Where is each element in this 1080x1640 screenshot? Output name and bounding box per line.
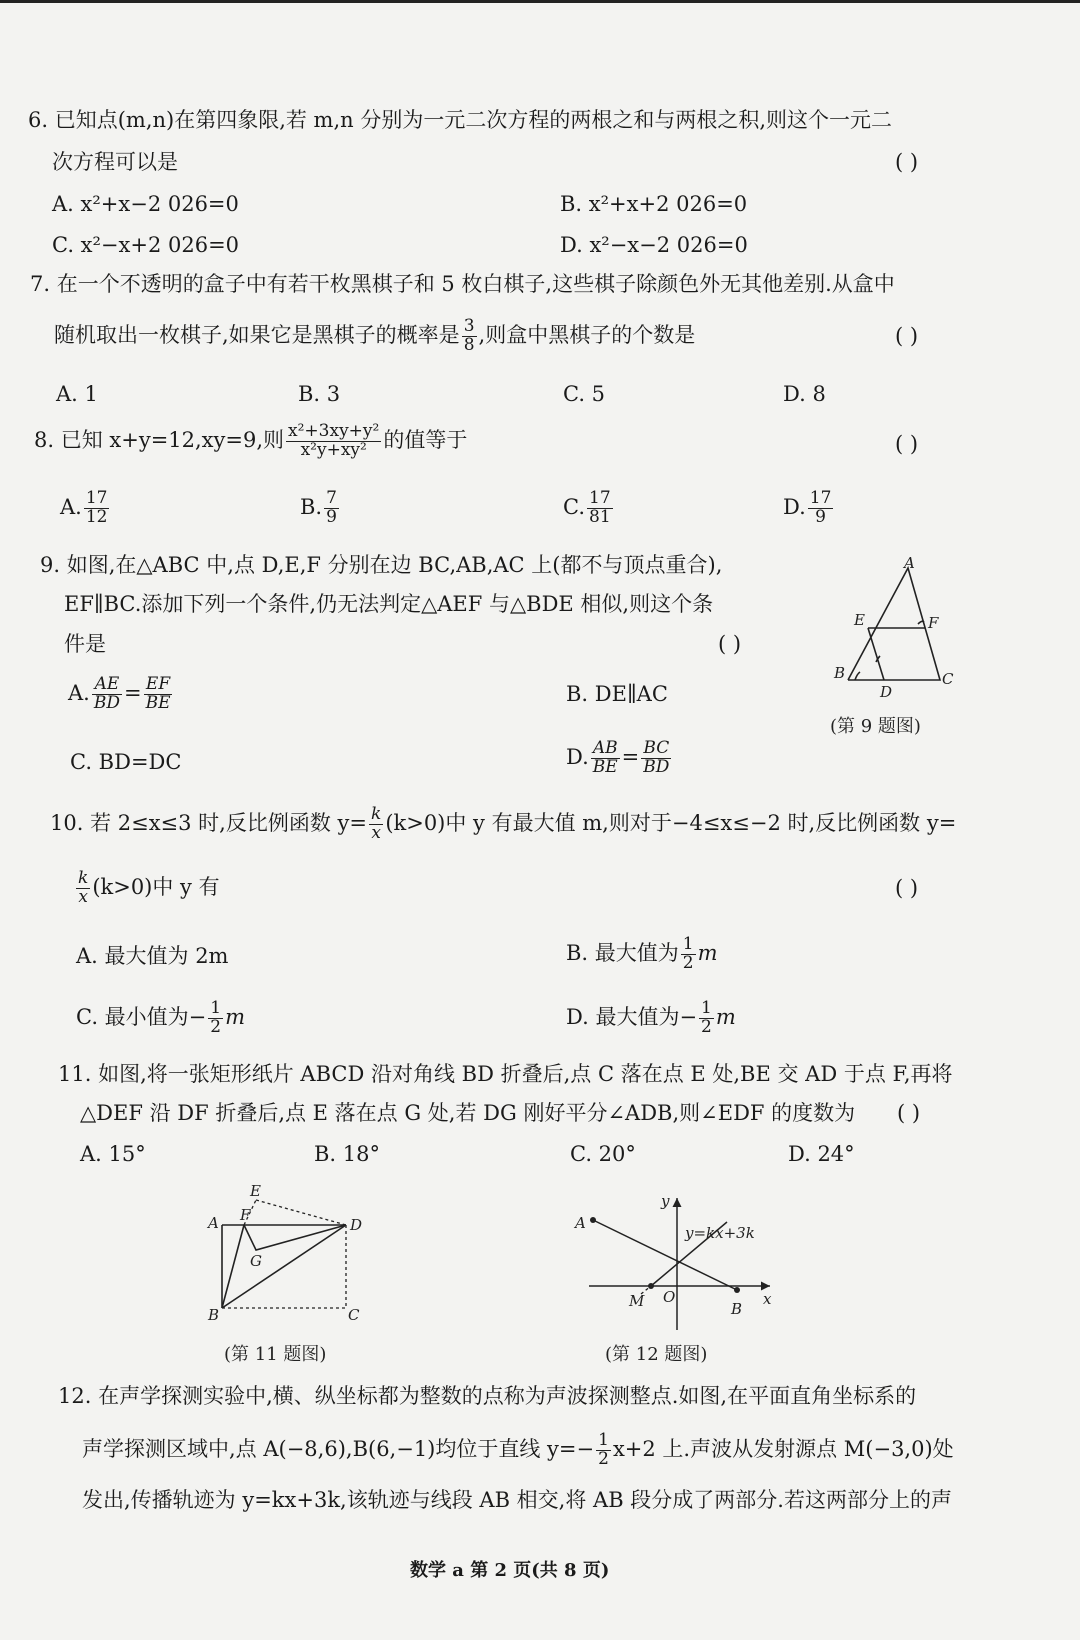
q8-c-num: 17: [589, 488, 611, 508]
q9-a-d2: BE: [145, 692, 171, 713]
q10-k2: k: [78, 868, 89, 888]
q12-label-line: y=kx+3k: [685, 1224, 755, 1242]
q10-mid: (k>0)中 y 有最大值 m,则对于−4≤x≤−2 时,反比例函数 y=: [385, 810, 957, 835]
q10-c-fraction: [208, 1000, 223, 1037]
q10-x1: x: [371, 822, 381, 843]
q9-label-a: A: [904, 554, 915, 572]
q11-rectangle-figure: [200, 1180, 390, 1380]
q7-option-a: A. 1: [56, 382, 98, 406]
q10-c-den: 2: [210, 1016, 222, 1037]
q8-stem: [34, 423, 467, 460]
q8-b-num: 7: [326, 488, 337, 508]
q10-b-post: m: [697, 940, 718, 965]
q9-line1: 9. 如图,在△ABC 中,点 D,E,F 分别在边 BC,AB,AC 上(都不与顶点重合),: [40, 553, 723, 577]
q9-label-e: E: [854, 611, 865, 629]
q10-b-pre: B. 最大值为: [566, 940, 679, 965]
q10-d-fraction: [699, 1000, 714, 1037]
q11-dashed-ed: [256, 1200, 346, 1225]
q10-line1: [50, 806, 956, 843]
q8-option-b: [300, 490, 341, 527]
q11-label-d: D: [350, 1216, 363, 1234]
q8-a-den: 12: [85, 506, 108, 527]
q9-a-n1: AE: [92, 676, 122, 695]
q9-d-d1: BE: [592, 756, 618, 777]
q7-frac-den: 8: [463, 334, 475, 355]
q8-c-den: 81: [589, 506, 611, 527]
q7-line2-pre: 随机取出一枚棋子,如果它是黑棋子的概率是: [54, 322, 460, 347]
q10-d-pre: D. 最大值为−: [566, 1004, 698, 1029]
q8-option-d: [783, 490, 835, 527]
q10-option-b: [566, 936, 718, 973]
q9-option-a-frac1: [92, 676, 122, 713]
q11-figure-caption: (第 11 题图): [224, 1344, 327, 1365]
q7-option-b: B. 3: [298, 382, 341, 406]
q10-x2: x: [78, 886, 88, 907]
q9-line2: EF∥BC.添加下列一个条件,仍无法判定△AEF 与△BDE 相似,则这个条: [64, 592, 714, 616]
q9-option-d-frac2: [641, 740, 671, 777]
q9-d-d2: BD: [643, 756, 670, 777]
q10-d-den: 2: [701, 1016, 712, 1037]
q12-line2: [82, 1432, 954, 1469]
q11-line1: 11. 如图,将一张矩形纸片 ABCD 沿对角线 BD 折叠后,点 C 落在点 E 处,BE 交 AD 于点 F,再将: [58, 1062, 953, 1086]
q7-answer-paren: ( ): [895, 324, 919, 348]
q9-option-a: [68, 676, 174, 713]
q12-frac-num: 1: [598, 1430, 609, 1450]
q6-answer-paren: ( ): [895, 150, 919, 174]
q10-d-post: m: [715, 1004, 736, 1029]
q7-option-c: C. 5: [563, 382, 606, 406]
q9-option-a-label: A.: [68, 680, 90, 705]
q10-line2: [74, 870, 220, 907]
q12-label-o: O: [663, 1288, 676, 1306]
q10-c-pre: C. 最小值为−: [76, 1004, 207, 1029]
q9-d-eq: =: [621, 744, 640, 769]
q12-line3: 发出,传播轨迹为 y=kx+3k,该轨迹与线段 AB 相交,将 AB 段分成了两部分.若这两部分上的声: [82, 1488, 952, 1512]
q6-option-b: B. x²+x+2 026=0: [560, 192, 748, 216]
q9-label-b: B: [834, 664, 846, 682]
q12-label-y: y: [661, 1192, 670, 1210]
q11-option-d: D. 24°: [788, 1142, 855, 1166]
q7-frac-num: 3: [463, 316, 475, 336]
q11-option-b: B. 18°: [314, 1142, 381, 1166]
q9-option-a-frac2: [144, 676, 173, 713]
q10-c-num: 1: [210, 998, 222, 1018]
q9-label-c: C: [942, 670, 954, 688]
q9-angle-mark-b: [855, 672, 860, 680]
q9-triangle-figure: [800, 550, 1000, 750]
q12-point-a: [590, 1217, 596, 1223]
q10-b-den: 2: [682, 952, 694, 973]
q8-answer-paren: ( ): [895, 432, 919, 456]
q11-label-e: E: [250, 1182, 261, 1200]
q9-d-n2: BC: [641, 740, 671, 759]
q8-option-b-fraction: [324, 490, 339, 527]
q12-line2-post: x+2 上.声波从发射源点 M(−3,0)处: [612, 1436, 954, 1461]
q9-a-d1: BD: [93, 692, 120, 713]
q6-option-a: A. x²+x−2 026=0: [52, 192, 239, 216]
q8-option-a: [60, 490, 111, 527]
top-border: [0, 0, 1080, 3]
q9-option-d: [566, 740, 673, 777]
q9-a-eq: =: [123, 680, 142, 705]
q11-label-f: F: [240, 1206, 251, 1224]
q9-line3: 件是: [64, 632, 106, 656]
q8-option-b-label: B.: [300, 494, 323, 519]
q8-b-den: 9: [326, 506, 337, 527]
q10-b-fraction: [681, 936, 696, 973]
q8-option-a-label: A.: [60, 494, 82, 519]
q12-label-m: M: [629, 1292, 645, 1310]
q10-pre: 10. 若 2≤x≤3 时,反比例函数 y=: [50, 810, 367, 835]
q9-option-d-frac1: [591, 740, 620, 777]
q7-line2-post: ,则盒中黑棋子的个数是: [478, 322, 696, 347]
q11-fold-fgd: [244, 1225, 346, 1250]
q12-label-x: x: [763, 1290, 772, 1308]
q12-label-a: A: [575, 1214, 586, 1232]
q6-line1: 6. 已知点(m,n)在第四象限,若 m,n 分别为一元二次方程的两根之和与两根之积,则这个一元二: [28, 108, 893, 132]
q9-figure-caption: (第 9 题图): [830, 716, 921, 737]
q11-answer-paren: ( ): [897, 1101, 921, 1125]
q6-line2: 次方程可以是: [52, 150, 178, 174]
q9-label-f: F: [928, 614, 939, 632]
q8-option-c: [563, 490, 615, 527]
q7-probability-fraction: [462, 318, 477, 355]
q8-option-a-fraction: [84, 490, 110, 527]
q11-label-a: A: [208, 1214, 219, 1232]
q12-point-m: [648, 1283, 654, 1289]
q12-slope-fraction: [596, 1432, 611, 1469]
q9-option-b: B. DE∥AC: [566, 682, 668, 706]
q6-option-c: C. x²−x+2 026=0: [52, 233, 240, 257]
q8-d-num: 17: [809, 488, 832, 508]
q8-option-d-label: D.: [783, 494, 806, 519]
q7-line2: [54, 318, 695, 355]
q7-option-d: D. 8: [783, 382, 826, 406]
q9-answer-paren: ( ): [718, 632, 742, 656]
q10-c-post: m: [225, 1004, 246, 1029]
q11-option-c: C. 20°: [570, 1142, 636, 1166]
q12-frac-den: 2: [598, 1448, 609, 1469]
q9-option-c: C. BD=DC: [70, 750, 182, 774]
q11-option-a: A. 15°: [80, 1142, 146, 1166]
q7-line1: 7. 在一个不透明的盒子中有若干枚黑棋子和 5 枚白棋子,这些棋子除颜色外无其他差别.从盒中: [30, 272, 895, 296]
q12-label-b: B: [731, 1300, 743, 1318]
q11-label-c: C: [348, 1306, 360, 1324]
q9-label-d: D: [880, 683, 893, 701]
q8-expression-fraction: [286, 423, 381, 460]
q8-frac-den: x²y+xy²: [300, 439, 367, 460]
q9-d-n1: AB: [591, 740, 620, 759]
q8-pre: 8. 已知 x+y=12,xy=9,则: [34, 427, 285, 452]
q6-option-d: D. x²−x−2 026=0: [560, 233, 748, 257]
q10-k-over-x-1: [369, 806, 383, 843]
q10-b-num: 1: [682, 934, 694, 954]
q11-label-g: G: [250, 1252, 262, 1270]
q11-label-b: B: [208, 1306, 220, 1324]
q8-option-c-label: C.: [563, 494, 585, 519]
q10-option-d: [566, 1000, 736, 1037]
page-footer: 数学 a 第 2 页(共 8 页): [410, 1560, 610, 1581]
q10-k-over-x-2: [76, 870, 90, 907]
q8-option-c-fraction: [587, 490, 613, 527]
q8-d-den: 9: [815, 506, 826, 527]
q12-coordinate-figure: [575, 1180, 815, 1380]
q9-a-n2: EF: [144, 676, 173, 695]
q10-option-c: [76, 1000, 245, 1037]
q8-post: 的值等于: [383, 427, 468, 452]
q10-answer-paren: ( ): [895, 876, 919, 900]
q12-line2-pre: 声学探测区域中,点 A(−8,6),B(6,−1)均位于直线 y=−: [82, 1436, 595, 1461]
q9-option-d-label: D.: [566, 744, 589, 769]
q10-k1: k: [371, 804, 382, 824]
q8-a-num: 17: [85, 488, 108, 508]
q12-line1: 12. 在声学探测实验中,横、纵坐标都为整数的点称为声波探测整点.如图,在平面直角坐标系的: [58, 1384, 917, 1408]
q12-point-b: [734, 1287, 740, 1293]
q10-option-a: A. 最大值为 2m: [76, 944, 229, 968]
q12-figure-caption: (第 12 题图): [605, 1344, 708, 1365]
q10-line2-post: (k>0)中 y 有: [92, 874, 220, 899]
q9-segment-ed: [868, 628, 884, 680]
q8-frac-num: x²+3xy+y²: [288, 421, 380, 441]
q11-line2: △DEF 沿 DF 折叠后,点 E 落在点 G 处,若 DG 刚好平分∠ADB,则∠EDF 的度数为: [80, 1101, 856, 1125]
q10-d-num: 1: [701, 998, 712, 1018]
q8-option-d-fraction: [808, 490, 834, 527]
